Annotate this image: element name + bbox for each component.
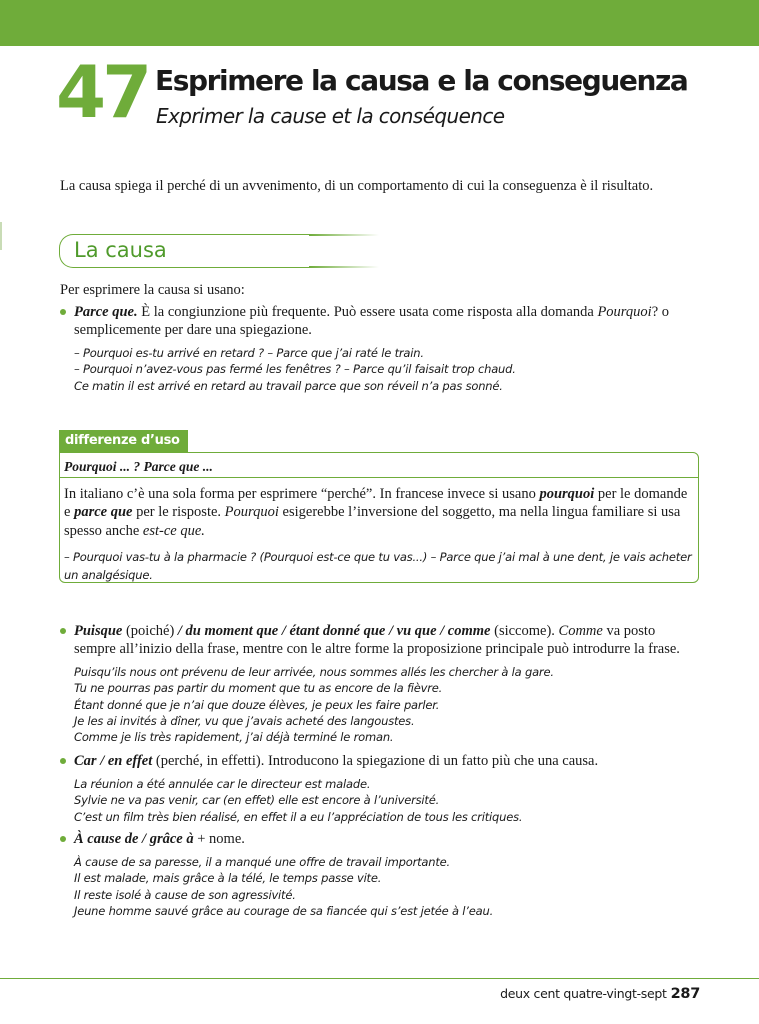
text-run: In italiano c’è una sola forma per esprimere “perché”. In francese invece si usano xyxy=(64,486,540,502)
margin-mark xyxy=(0,222,2,250)
text-run: per le risposte. xyxy=(132,504,225,521)
bullet-body: + nome. xyxy=(193,831,245,847)
example-line: C’est un film très bien réalisé, en effet il a eu l’appréciation de tous les critiques. xyxy=(74,809,523,824)
section-heading-rule-top xyxy=(309,234,379,236)
term: À cause de / grâce à xyxy=(74,831,194,847)
text-run: per le domande e xyxy=(64,486,688,521)
bullet-text xyxy=(60,752,700,770)
usage-differences-text xyxy=(64,485,692,540)
bullet-body: (perché, in effetti). Introducono la spiegazione di un fatto più che una causa. xyxy=(152,753,599,769)
example-line: Tu ne pourras pas partir du moment que tu as encore de la fièvre. xyxy=(74,681,443,696)
term-italic: Comme xyxy=(558,623,603,639)
examples-car xyxy=(74,776,714,825)
term: Parce que. xyxy=(74,304,138,320)
term: Puisque xyxy=(74,623,123,639)
example-line: Il reste isolé à cause de son agressivité. xyxy=(74,887,296,902)
example-line: Il est malade, mais grâce à la télé, le temps passe vite. xyxy=(74,871,382,886)
bullet-dot xyxy=(60,628,66,634)
chapter-title-french: Exprimer la cause et la conséquence xyxy=(156,104,505,128)
bullet-body: ? o semplicemente per dare una spiegazione. xyxy=(74,304,670,338)
examples-a-cause-de xyxy=(74,854,714,919)
term: Car / en effet xyxy=(74,753,153,769)
example-line: Sylvie ne va pas venir, car (en effet) elle est encore à l’université. xyxy=(74,793,440,808)
chapter-number: 47 xyxy=(56,50,149,134)
bullet-a-cause-de xyxy=(60,830,700,848)
bullet-dot xyxy=(60,836,66,842)
usage-differences-tab: differenze d’uso xyxy=(59,430,188,452)
bullet-text xyxy=(60,303,700,339)
term-italic: Pourquoi xyxy=(597,304,652,320)
bullet-body: È la congiunzione più frequente. Può essere usata come risposta alla domanda xyxy=(137,304,598,320)
example-line: La réunion a été annulée car le directeur est malade. xyxy=(74,777,371,791)
example-line: À cause de sa paresse, il a manqué une offre de travail importante. xyxy=(74,855,451,869)
examples-puisque xyxy=(74,664,714,745)
example-line: Ce matin il est arrivé en retard au travail parce que son réveil n’a pas sonné. xyxy=(74,378,503,393)
term-italic: est-ce que. xyxy=(142,522,205,539)
section-lead: Per esprimere la causa si usano: xyxy=(60,282,245,298)
example-line: – Pourquoi n’avez-vous pas fermé les fenêtres ? – Parce qu’il faisait trop chaud. xyxy=(74,362,516,377)
usage-differences-heading: Pourquoi ... ? Parce que ... xyxy=(64,459,213,474)
usage-differences-divider xyxy=(60,477,698,478)
term-italic: Pourquoi xyxy=(224,504,279,521)
page-number-words: deux cent quatre-vingt-sept xyxy=(500,986,667,1001)
page-number: 287 xyxy=(670,986,700,1002)
example-line: Je les ai invités à dîner, vu que j’avais acheté des langoustes. xyxy=(74,713,415,728)
example-line: Puisqu’ils nous ont prévenu de leur arrivée, nous sommes allés les chercher à la gare. xyxy=(74,665,554,679)
bullet-text xyxy=(60,622,700,658)
chapter-title-italian: Esprimere la causa e la conseguenza xyxy=(155,64,688,97)
text-run: esigerebbe l’inversione del soggetto, ma nella lingua familiare si usa spesso anche xyxy=(64,504,681,539)
gloss: (siccome). xyxy=(490,623,559,639)
term: parce que xyxy=(74,504,133,521)
bullet-car xyxy=(60,752,700,770)
bullet-body: va posto sempre all’inizio della frase, mentre con le altre forme la proposizione principale può introdurre la frase. xyxy=(74,623,680,657)
bullet-puisque xyxy=(60,622,700,658)
bullet-text xyxy=(60,830,700,848)
usage-differences-example: – Pourquoi vas-tu à la pharmacie ? (Pourquoi est-ce que tu vas...) – Parce que j’ai mal à une dent, je vais acheter un analgésique. xyxy=(64,550,692,582)
footer-rule xyxy=(0,978,759,979)
top-color-bar xyxy=(0,0,759,46)
gloss: (poiché) xyxy=(122,623,178,639)
section-heading-rule-bottom xyxy=(309,266,379,268)
term: pourquoi xyxy=(539,486,595,502)
term: / du moment que / étant donné que / vu que / comme xyxy=(177,623,491,639)
bullet-dot xyxy=(60,758,66,764)
section-title: La causa xyxy=(74,238,167,262)
page-footer xyxy=(500,985,700,1003)
bullet-dot xyxy=(60,309,66,315)
intro-paragraph: La causa spiega il perché di un avvenimento, di un comportamento di cui la conseguenza è il risultato. xyxy=(60,178,654,194)
bullet-parce-que xyxy=(60,303,700,339)
example-line: Comme je lis très rapidement, j’ai déjà terminé le roman. xyxy=(74,730,394,745)
example-line: Jeune homme sauvé grâce au courage de sa fiancée qui s’est jetée à l’eau. xyxy=(74,903,494,918)
example-line: Étant donné que je n’ai que douze élèves, je peux les faire parler. xyxy=(74,697,440,712)
example-line: – Pourquoi es-tu arrivé en retard ? – Parce que j’ai raté le train. xyxy=(74,346,424,360)
examples-parce-que xyxy=(74,345,714,394)
